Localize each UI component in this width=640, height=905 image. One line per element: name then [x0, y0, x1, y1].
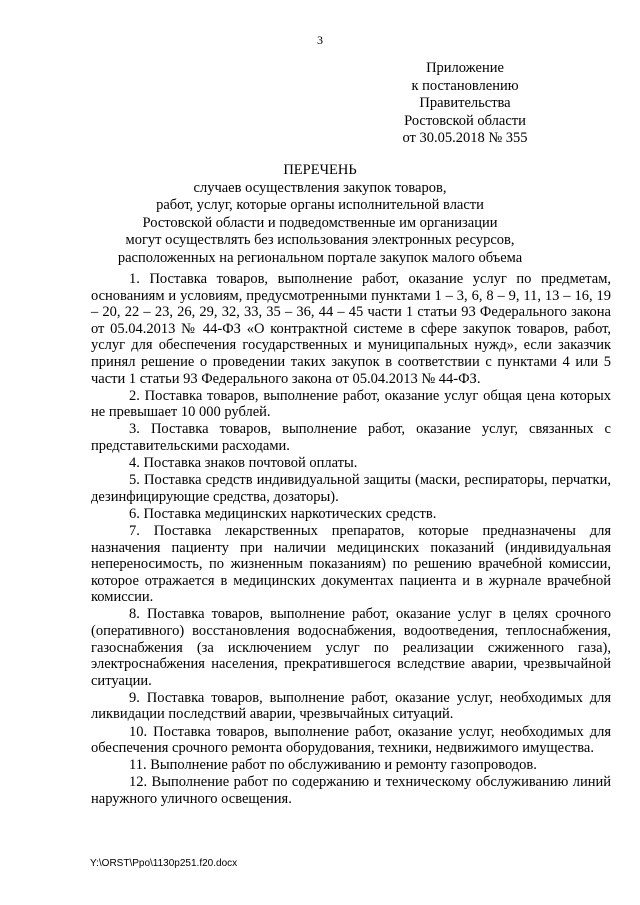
list-item: 8. Поставка товаров, выполнение работ, оказание услуг в целях срочного (оперативного) восстановления водоснабжения, водоотведения, теплоснабжения, газоснабжения (за исключением услуг по реализации сжиженного газа), электроснабжения населения, прекратившегося вследствие аварии, чрезвычайной ситуации.	[91, 606, 611, 689]
subtitle-line: могут осуществлять без использования электронных ресурсов,	[125, 232, 515, 248]
page-number: 3	[317, 33, 323, 47]
appendix-line: от 30.05.2018 № 355	[402, 130, 528, 146]
list-item: 9. Поставка товаров, выполнение работ, оказание услуг, необходимых для ликвидации последствий аварии, чрезвычайных ситуаций.	[91, 689, 611, 723]
list-item: 2. Поставка товаров, выполнение работ, оказание услуг общая цена которых не превышает 10 000 рублей.	[91, 387, 611, 421]
appendix-line: к постановлению	[411, 77, 519, 94]
list-item: 6. Поставка медицинских наркотических средств.	[129, 505, 437, 522]
subtitle-line: расположенных на региональном портале закупок малого объема	[117, 249, 523, 266]
items-list	[91, 271, 611, 808]
subtitle-line: Ростовской области и подведомственные им организации	[142, 214, 498, 231]
document-title: ПЕРЕЧЕНЬ	[283, 162, 357, 178]
list-item: 10. Поставка товаров, выполнение работ, оказание услуг, необходимых для обеспечения срочного ремонта оборудования, техники, недвижимого имущества.	[91, 723, 611, 757]
appendix-line: Ростовской области	[404, 112, 526, 129]
list-item: 1. Поставка товаров, выполнение работ, оказание услуг по предметам, основаниям и условиям, предусмотренными пунктами 1 – 3, 6, 8 – 9, 11, 13 – 16, 19 – 20, 22 – 23, 26, 29, 32, 33, 35 – 36, 44 – 45 части 1 статьи 93 Федерального закона от 05.04.2013 № 44-ФЗ «О контрактной системе в сфере закупок товаров, работ, услуг для обеспечения государственных и муниципальных нужд», если заказчик принял решение о проведении таких закупок в соответствии с пунктами 4 или 5 части 1 статьи 93 Федерального закона от 05.04.2013 № 44-ФЗ.	[91, 271, 611, 387]
list-item: 11. Выполнение работ по обслуживанию и ремонту газопроводов.	[129, 757, 537, 774]
document-title-block	[90, 162, 550, 267]
list-item: 4. Поставка знаков почтовой оплаты.	[129, 455, 358, 472]
list-item: 3. Поставка товаров, выполнение работ, оказание услуг, связанных с представительскими расходами.	[91, 421, 611, 454]
list-item: 7. Поставка лекарственных препаратов, которые предназначены для назначения пациенту при наличии медицинских показаний (индивидуальная непереносимость, по жизненным показаниям) по решению врачебной комиссии, которое отражается в медицинских документах пациента и в журнале врачебной комиссии.	[91, 522, 611, 606]
appendix-block	[330, 60, 600, 148]
footer-file-path: Y:\ORST\Ppo\1130p251.f20.docx	[90, 858, 238, 869]
list-item: 12. Выполнение работ по содержанию и техническому обслуживанию линий наружного уличного освещения.	[91, 774, 611, 807]
subtitle-line: работ, услуг, которые органы исполнительной власти	[156, 197, 484, 213]
appendix-line: Приложение	[426, 60, 504, 76]
subtitle-line: случаев осуществления закупок товаров,	[193, 179, 447, 196]
list-item: 5. Поставка средств индивидуальной защиты (маски, респираторы, перчатки, дезинфицирующие средства, дозаторы).	[91, 472, 611, 505]
appendix-line: Правительства	[419, 95, 511, 111]
